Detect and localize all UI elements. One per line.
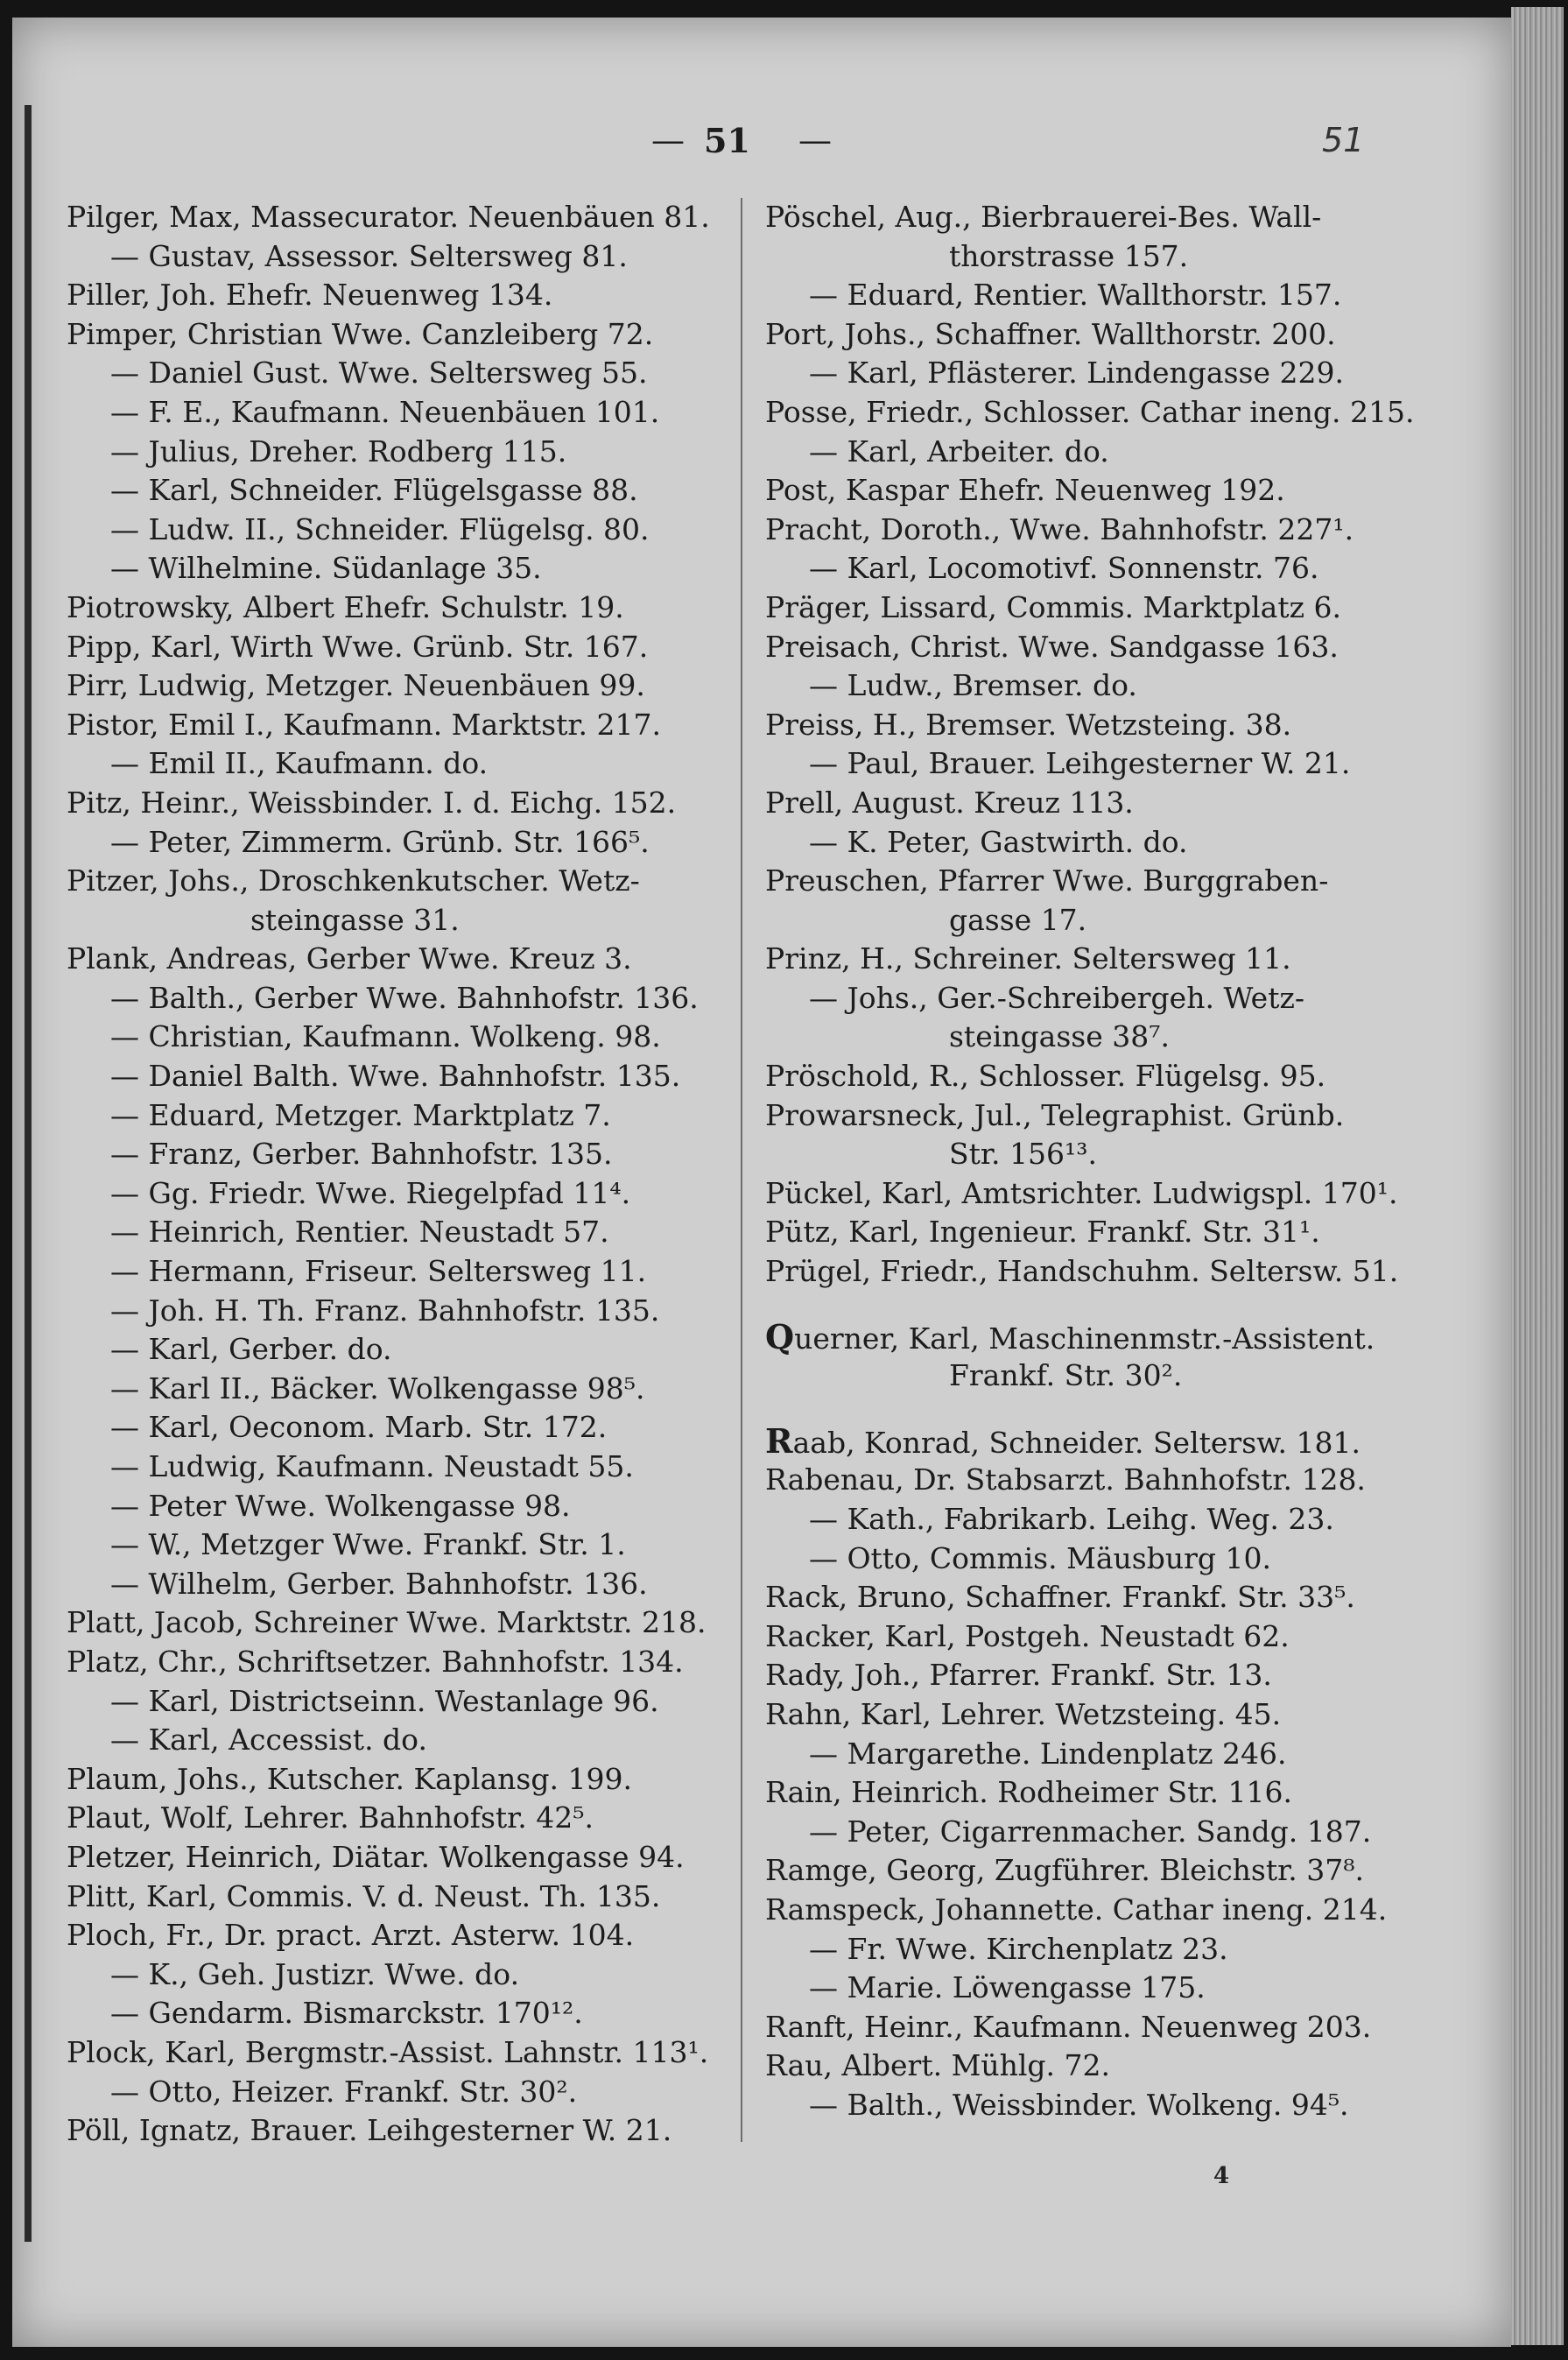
directory-entry: Pletzer, Heinrich, Diätar. Wolkengasse 94. bbox=[67, 1839, 685, 1874]
directory-entry: Preisach, Christ. Wwe. Sandgasse 163. bbox=[765, 629, 1339, 664]
section-initial: R bbox=[765, 1420, 793, 1461]
directory-entry: Platt, Jacob, Schreiner Wwe. Marktstr. 218. bbox=[67, 1605, 707, 1640]
directory-entry bbox=[765, 1422, 1466, 1462]
directory-entry: Plaum, Johs., Kutscher. Kaplansg. 199. bbox=[67, 1761, 632, 1796]
directory-entry: Port, Johs., Schaffner. Wallthorstr. 200. bbox=[765, 316, 1336, 351]
directory-entry-text: aab, Konrad, Schneider. Seltersw. 181. bbox=[792, 1425, 1361, 1460]
directory-entry: Pöschel, Aug., Bierbrauerei-Bes. Wall- bbox=[765, 200, 1322, 234]
directory-entry: Prügel, Friedr., Handschuhm. Seltersw. 51. bbox=[765, 1254, 1399, 1289]
directory-entry: Rain, Heinrich. Rodheimer Str. 116. bbox=[765, 1775, 1292, 1810]
directory-entry-continuation: thorstrasse 157. bbox=[949, 238, 1189, 273]
directory-entry: Pückel, Karl, Amtsrichter. Ludwigspl. 170¹. bbox=[765, 1175, 1398, 1210]
directory-entry: — Karl, Pflästerer. Lindengasse 229. bbox=[809, 356, 1344, 391]
directory-entry: Rabenau, Dr. Stabsarzt. Bahnhofstr. 128. bbox=[765, 1462, 1366, 1497]
directory-entry: Ranft, Heinr., Kaufmann. Neuenweg 203. bbox=[765, 2009, 1372, 2044]
directory-entry: — W., Metzger Wwe. Frankf. Str. 1. bbox=[110, 1527, 626, 1562]
directory-entry: Pracht, Doroth., Wwe. Bahnhofstr. 227¹. bbox=[765, 511, 1354, 546]
directory-entry: — Gendarm. Bismarckstr. 170¹². bbox=[110, 1996, 583, 2031]
directory-entry: — Otto, Heizer. Frankf. Str. 30². bbox=[110, 2074, 578, 2109]
directory-entry: Piller, Joh. Ehefr. Neuenweg 134. bbox=[67, 278, 553, 313]
directory-entry: — K., Geh. Justizr. Wwe. do. bbox=[110, 1956, 520, 1991]
directory-entry: Plaut, Wolf, Lehrer. Bahnhofstr. 42⁵. bbox=[67, 1800, 594, 1835]
directory-entry: — Fr. Wwe. Kirchenplatz 23. bbox=[809, 1931, 1228, 1966]
directory-entry: — Karl, Gerber. do. bbox=[110, 1332, 392, 1367]
directory-entry-continuation: gasse 17. bbox=[949, 902, 1087, 937]
directory-entry: — Otto, Commis. Mäusburg 10. bbox=[809, 1540, 1271, 1575]
directory-entry: — Julius, Dreher. Rodberg 115. bbox=[110, 433, 567, 468]
directory-entry: Pipp, Karl, Wirth Wwe. Grünb. Str. 167. bbox=[67, 629, 649, 664]
directory-entry: — Daniel Balth. Wwe. Bahnhofstr. 135. bbox=[110, 1059, 681, 1094]
directory-entry: — Balth., Gerber Wwe. Bahnhofstr. 136. bbox=[110, 980, 699, 1015]
directory-entry: — Ludw. II., Schneider. Flügelsg. 80. bbox=[110, 511, 650, 546]
directory-entry: Pütz, Karl, Ingenieur. Frankf. Str. 31¹. bbox=[765, 1215, 1320, 1250]
directory-entry: Prinz, H., Schreiner. Seltersweg 11. bbox=[765, 941, 1291, 976]
book-page-edge bbox=[1511, 7, 1564, 2345]
directory-entry: — Ludwig, Kaufmann. Neustadt 55. bbox=[110, 1449, 634, 1483]
directory-entry: Platz, Chr., Schriftsetzer. Bahnhofstr. 134. bbox=[67, 1644, 684, 1679]
section-gap bbox=[765, 1396, 1466, 1422]
directory-entry-continuation: steingasse 31. bbox=[250, 902, 460, 937]
directory-entry: — Christian, Kaufmann. Wolkeng. 98. bbox=[110, 1019, 661, 1054]
directory-entry: — Peter, Cigarrenmacher. Sandg. 187. bbox=[809, 1814, 1372, 1849]
directory-entry: — Margarethe. Lindenplatz 246. bbox=[809, 1736, 1287, 1771]
directory-entry: Rady, Joh., Pfarrer. Frankf. Str. 13. bbox=[765, 1658, 1272, 1693]
directory-entry: — F. E., Kaufmann. Neuenbäuen 101. bbox=[110, 394, 660, 429]
directory-entry: — Ludw., Bremser. do. bbox=[809, 668, 1137, 703]
handwritten-folio-number: 51 bbox=[1322, 121, 1365, 159]
printer-signature-mark: 4 bbox=[1213, 2163, 1230, 2189]
directory-entry: Prowarsneck, Jul., Telegraphist. Grünb. bbox=[765, 1097, 1345, 1132]
directory-entry: Pimper, Christian Wwe. Canzleiberg 72. bbox=[67, 316, 654, 351]
directory-entry: Prell, August. Kreuz 113. bbox=[765, 785, 1134, 820]
directory-entry: Plock, Karl, Bergmstr.-Assist. Lahnstr. 113¹. bbox=[67, 2034, 709, 2069]
directory-entry: Ploch, Fr., Dr. pract. Arzt. Asterw. 104. bbox=[67, 1918, 635, 1953]
directory-entry: Pöll, Ignatz, Brauer. Leihgesterner W. 21. bbox=[67, 2113, 672, 2148]
directory-entry: — Peter Wwe. Wolkengasse 98. bbox=[110, 1488, 571, 1523]
directory-entry: — Karl, Oeconom. Marb. Str. 172. bbox=[110, 1410, 608, 1445]
section-initial: Q bbox=[765, 1316, 795, 1356]
directory-entry: — Wilhelm, Gerber. Bahnhofstr. 136. bbox=[110, 1566, 648, 1601]
directory-entry: Ramspeck, Johannette. Cathar ineng. 214. bbox=[765, 1892, 1388, 1927]
directory-entry: — Franz, Gerber. Bahnhofstr. 135. bbox=[110, 1137, 613, 1172]
directory-entry: — Emil II., Kaufmann. do. bbox=[110, 746, 489, 781]
directory-entry: — Hermann, Friseur. Seltersweg 11. bbox=[110, 1254, 647, 1289]
directory-entry: Rau, Albert. Mühlg. 72. bbox=[765, 2048, 1111, 2083]
directory-entry: Plitt, Karl, Commis. V. d. Neust. Th. 135. bbox=[67, 1878, 661, 1913]
binding-shadow bbox=[25, 105, 32, 2242]
directory-entry: — Karl, Districtseinn. Westanlage 96. bbox=[110, 1683, 659, 1718]
directory-entry: — Karl, Locomotivf. Sonnenstr. 76. bbox=[809, 551, 1319, 586]
directory-entry: Preiss, H., Bremser. Wetzsteing. 38. bbox=[765, 707, 1292, 742]
directory-entry: Preuschen, Pfarrer Wwe. Burggraben- bbox=[765, 863, 1329, 898]
directory-entry: — Wilhelmine. Südanlage 35. bbox=[110, 551, 542, 586]
directory-entry: — Balth., Weissbinder. Wolkeng. 94⁵. bbox=[809, 2087, 1349, 2122]
directory-entry: Racker, Karl, Postgeh. Neustadt 62. bbox=[765, 1618, 1290, 1653]
directory-entry: Rahn, Karl, Lehrer. Wetzsteing. 45. bbox=[765, 1696, 1282, 1731]
directory-entry: Post, Kaspar Ehefr. Neuenweg 192. bbox=[765, 473, 1285, 508]
header-dash-left: — bbox=[651, 121, 685, 159]
directory-entry: — Kath., Fabrikarb. Leihg. Weg. 23. bbox=[809, 1502, 1334, 1536]
directory-entry: Posse, Friedr., Schlosser. Cathar ineng. 215. bbox=[765, 394, 1415, 429]
directory-entry: Rack, Bruno, Schaffner. Frankf. Str. 33⁵. bbox=[765, 1580, 1355, 1615]
directory-entry: — Peter, Zimmerm. Grünb. Str. 166⁵. bbox=[110, 824, 650, 859]
right-column bbox=[765, 198, 1466, 2125]
directory-entry-continuation: Frankf. Str. 30². bbox=[949, 1358, 1183, 1393]
directory-entry bbox=[765, 1318, 1466, 1357]
directory-entry: Piotrowsky, Albert Ehefr. Schulstr. 19. bbox=[67, 589, 624, 624]
directory-entry: Pitzer, Johs., Droschkenkutscher. Wetz- bbox=[67, 863, 640, 898]
page-header bbox=[12, 121, 1511, 173]
header-dash-right: — bbox=[798, 121, 832, 159]
directory-entry: — Karl, Schneider. Flügelsgasse 88. bbox=[110, 473, 638, 508]
left-column bbox=[67, 198, 741, 2151]
directory-entry: Pitz, Heinr., Weissbinder. I. d. Eichg. 152. bbox=[67, 785, 677, 820]
directory-entry: Pirr, Ludwig, Metzger. Neuenbäuen 99. bbox=[67, 668, 645, 703]
directory-entry: Pilger, Max, Massecurator. Neuenbäuen 81. bbox=[67, 200, 710, 234]
directory-entry: — Gustav, Assessor. Seltersweg 81. bbox=[110, 238, 628, 273]
directory-entry: Plank, Andreas, Gerber Wwe. Kreuz 3. bbox=[67, 941, 632, 976]
directory-entry: — Daniel Gust. Wwe. Seltersweg 55. bbox=[110, 356, 648, 391]
document-page bbox=[12, 18, 1511, 2347]
directory-entry: — Heinrich, Rentier. Neustadt 57. bbox=[110, 1215, 609, 1250]
directory-entry: — K. Peter, Gastwirth. do. bbox=[809, 824, 1188, 859]
directory-entry: Präger, Lissard, Commis. Marktplatz 6. bbox=[765, 589, 1341, 624]
directory-entry: Pröschold, R., Schlosser. Flügelsg. 95. bbox=[765, 1059, 1326, 1094]
directory-entry: — Paul, Brauer. Leihgesterner W. 21. bbox=[809, 746, 1351, 781]
section-gap bbox=[765, 1292, 1466, 1318]
directory-entry: — Karl, Accessist. do. bbox=[110, 1722, 427, 1758]
directory-entry: Ramge, Georg, Zugführer. Bleichstr. 37⁸. bbox=[765, 1853, 1364, 1888]
directory-entry: — Eduard, Rentier. Wallthorstr. 157. bbox=[809, 278, 1342, 313]
directory-entry: Pistor, Emil I., Kaufmann. Marktstr. 217. bbox=[67, 707, 661, 742]
directory-entry: — Marie. Löwengasse 175. bbox=[809, 1970, 1206, 2005]
column-divider bbox=[741, 198, 742, 2142]
directory-entry-continuation: steingasse 38⁷. bbox=[949, 1019, 1170, 1054]
directory-entry: — Karl, Arbeiter. do. bbox=[809, 433, 1109, 468]
directory-entry: — Joh. H. Th. Franz. Bahnhofstr. 135. bbox=[110, 1293, 660, 1328]
page-number: 51 bbox=[704, 121, 750, 160]
directory-entry: — Eduard, Metzger. Marktplatz 7. bbox=[110, 1097, 611, 1132]
directory-entry: — Gg. Friedr. Wwe. Riegelpfad 11⁴. bbox=[110, 1175, 631, 1210]
directory-entry: — Johs., Ger.-Schreibergeh. Wetz- bbox=[809, 980, 1304, 1015]
directory-entry-text: uerner, Karl, Maschinenmstr.-Assistent. bbox=[794, 1321, 1375, 1356]
directory-entry-continuation: Str. 156¹³. bbox=[949, 1137, 1097, 1172]
directory-entry: — Karl II., Bäcker. Wolkengasse 98⁵. bbox=[110, 1370, 645, 1405]
